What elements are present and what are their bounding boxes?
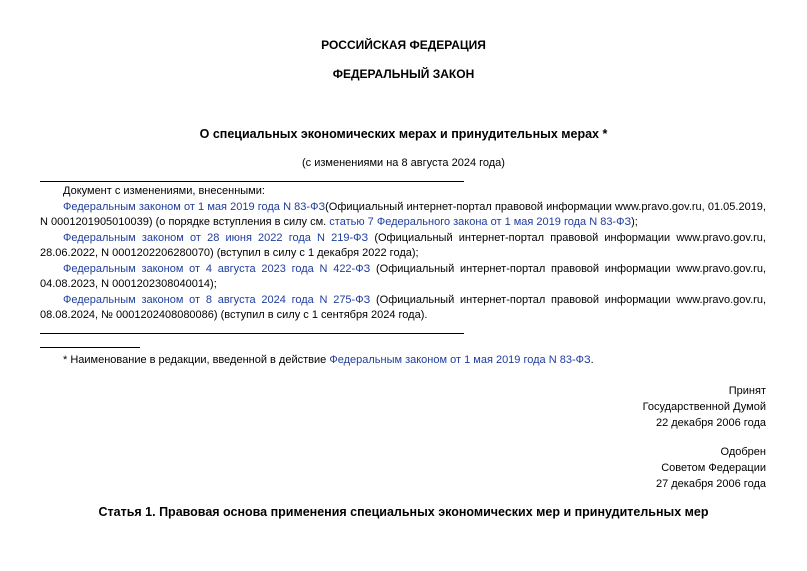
country-heading: РОССИЙСКАЯ ФЕДЕРАЦИЯ xyxy=(321,38,486,52)
amendment-item: Федеральным законом от 28 июня 2022 года N 219-ФЗ (Официальный интернет-портал правовой информации www.pravo.gov.ru, 28.06.2022, N 0001202206280070) (вступил в силу с 1 декабря 2022 года); xyxy=(40,231,766,259)
approved-block: Одобрен Советом Федерации 27 декабря 2006 года xyxy=(655,446,766,490)
amendment-item: Федеральным законом от 4 августа 2023 года N 422-ФЗ (Официальный интернет-портал правовой информации www.pravo.gov.ru, 04.08.2023, N 0001202308040014); xyxy=(40,262,766,290)
amendments-block xyxy=(40,184,766,324)
amendment-link[interactable]: Федеральным законом от 28 июня 2022 года N 219-ФЗ xyxy=(63,231,369,244)
footnote-link[interactable]: Федеральным законом от 1 мая 2019 года N 83-ФЗ xyxy=(329,354,591,366)
amendment-item: Федеральным законом от 8 августа 2024 года N 275-ФЗ (Официальный интернет-портал правовой информации www.pravo.gov.ru, 08.08.2024, № 0001202408080086) (вступил в силу с 1 сентября 2024 года). xyxy=(40,293,766,321)
top-divider xyxy=(40,181,464,182)
amendment-item: Федеральным законом от 1 мая 2019 года N 83-ФЗ(Официальный интернет-портал правовой информации www.pravo.gov.ru, 01.05.2019, N 0001201905010039) (о порядке вступления в силу см. статью 7 Федерального закона от 1 мая 2019 года N 83-ФЗ); xyxy=(40,200,766,228)
amendment-link[interactable]: Федеральным законом от 4 августа 2023 года N 422-ФЗ xyxy=(63,262,371,275)
amendments-intro: Документ с изменениями, внесенными: xyxy=(63,185,265,197)
law-title: О специальных экономических мерах и принудительных мерах * xyxy=(199,127,608,141)
bottom-divider xyxy=(40,333,464,334)
adopted-block: Принят Государственной Думой 22 декабря 2006 года xyxy=(642,385,766,429)
footnote: * Наименование в редакции, введенной в действие Федеральным законом от 1 мая 2019 года N 83-ФЗ. xyxy=(63,354,594,366)
amendment-article-link[interactable]: статью 7 Федерального закона от 1 мая 2019 года N 83-ФЗ xyxy=(329,216,632,228)
doc-type-heading: ФЕДЕРАЛЬНЫЙ ЗАКОН xyxy=(332,67,475,81)
revision-note: (с изменениями на 8 августа 2024 года) xyxy=(302,157,505,169)
footnote-divider xyxy=(40,347,140,348)
article-heading: Статья 1. Правовая основа применения специальных экономических мер и принудительных мер xyxy=(98,505,709,519)
amendment-link[interactable]: Федеральным законом от 8 августа 2024 года N 275-ФЗ xyxy=(63,293,371,306)
amendment-link[interactable]: Федеральным законом от 1 мая 2019 года N 83-ФЗ xyxy=(63,200,326,213)
